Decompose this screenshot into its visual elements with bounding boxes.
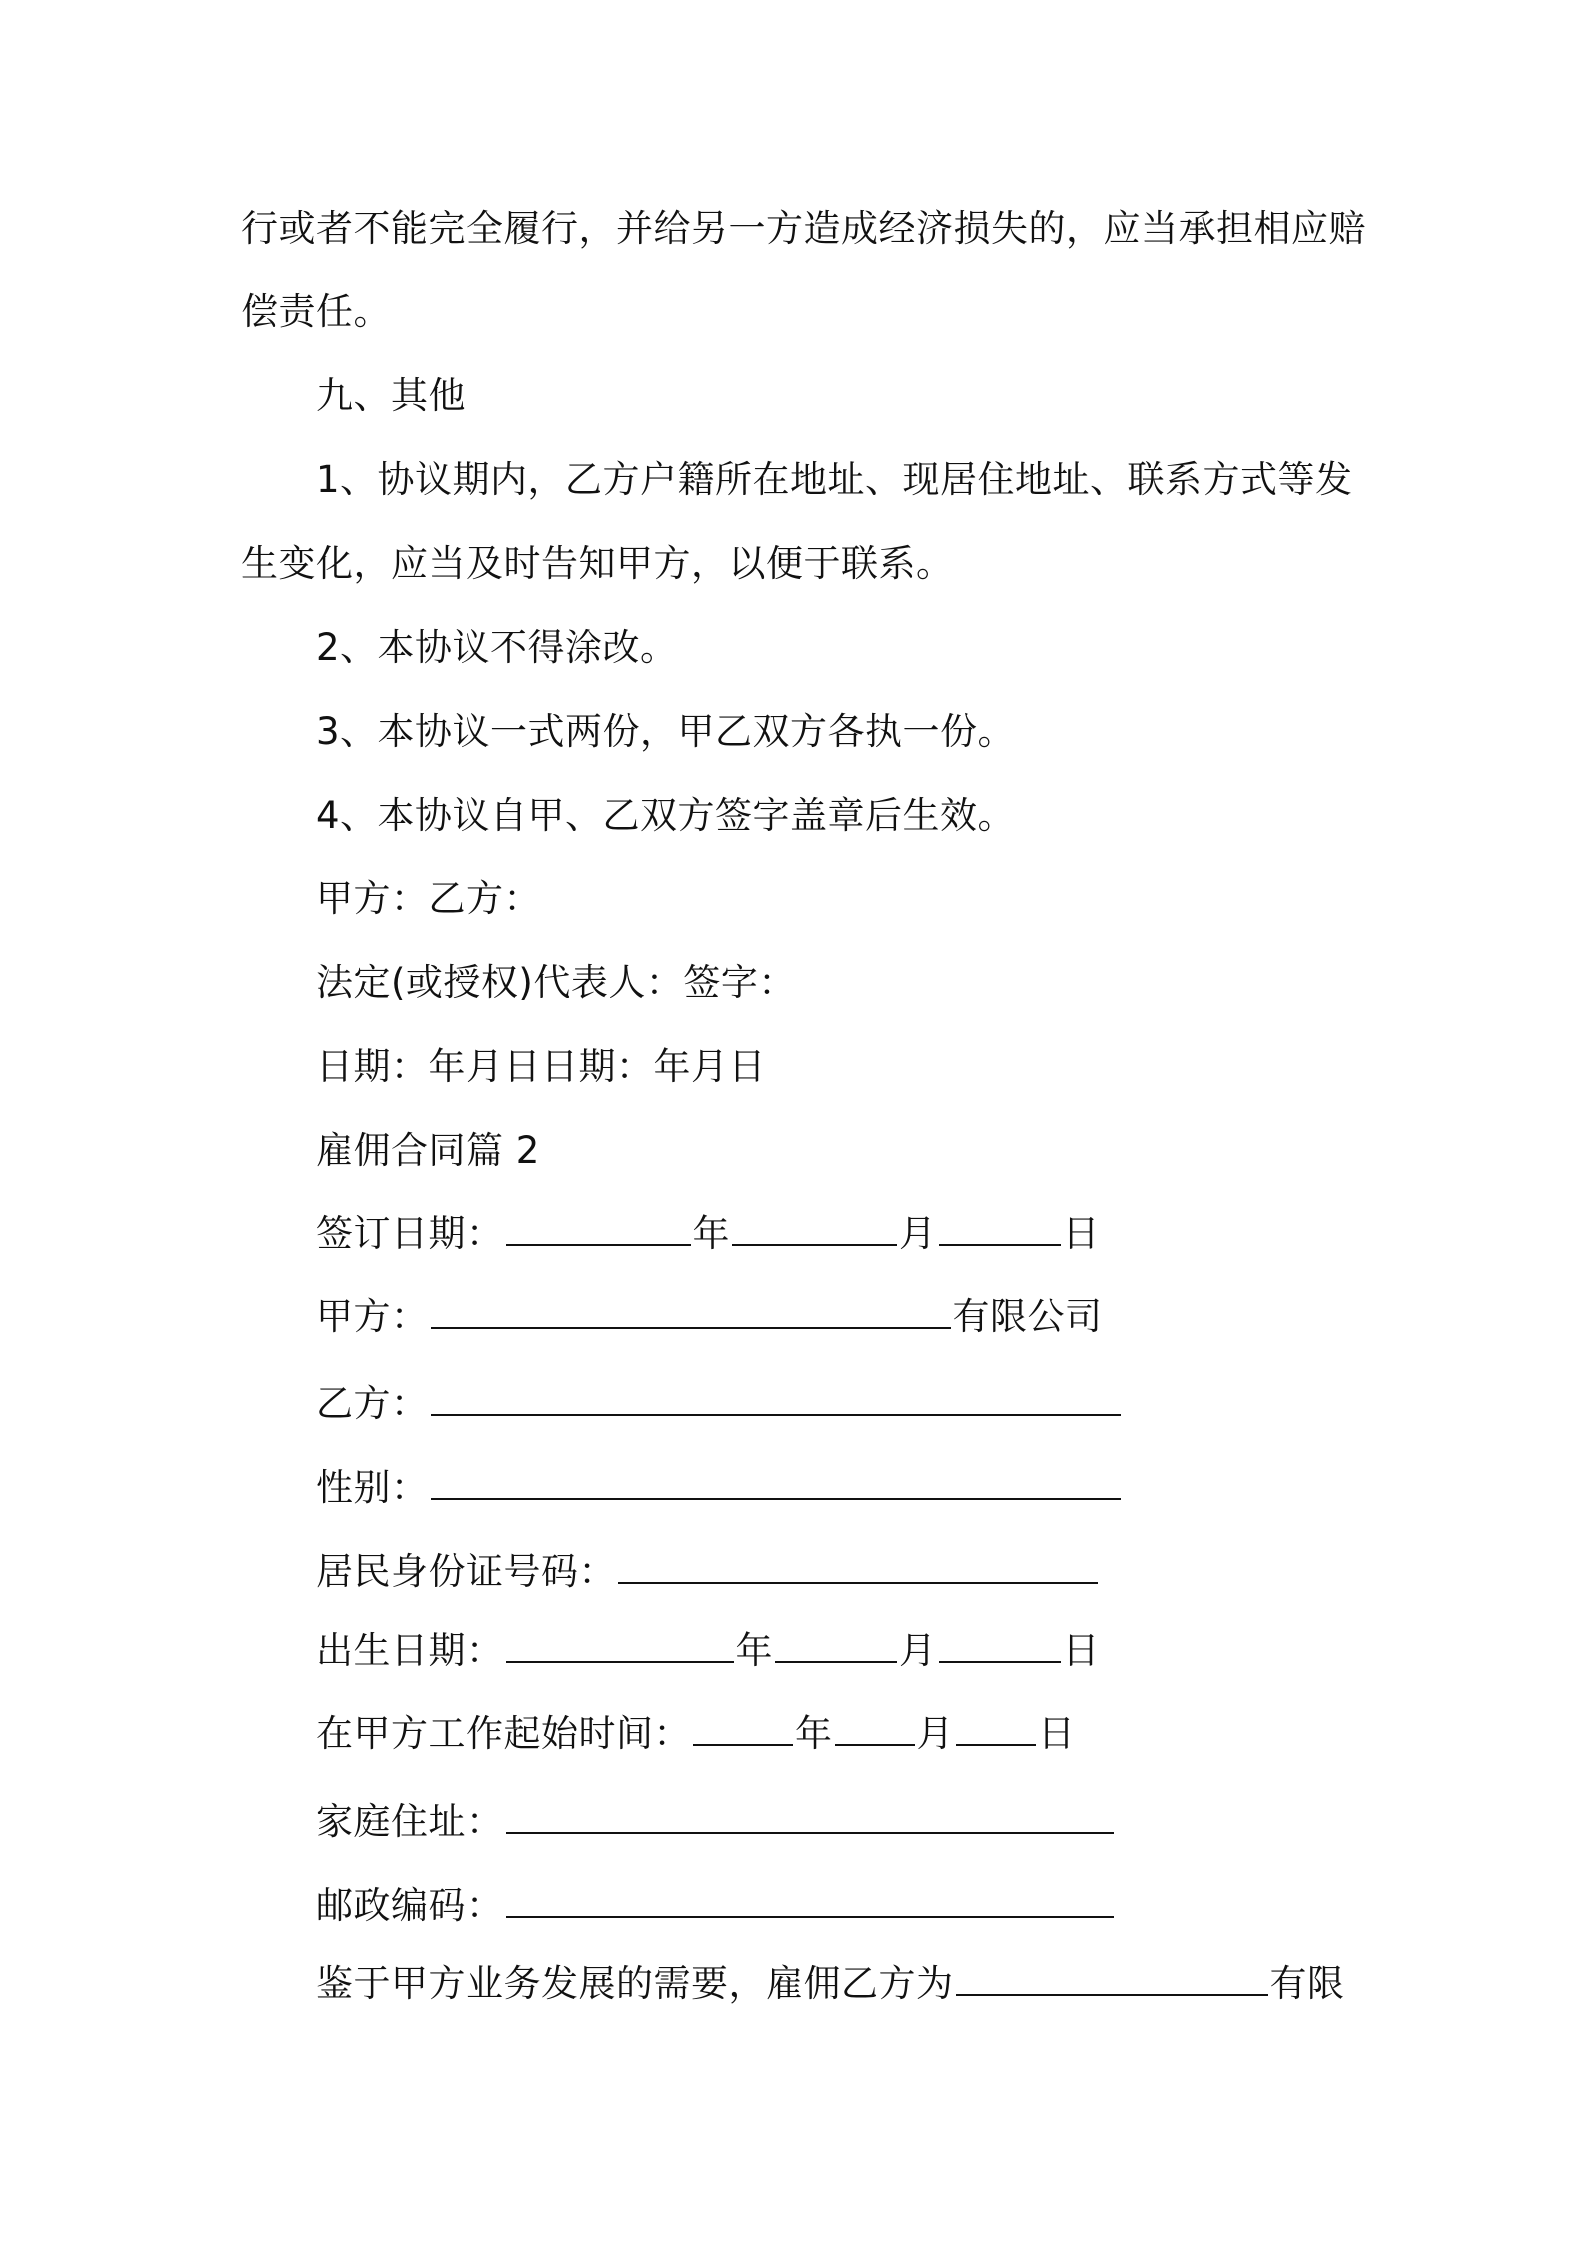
postal-blank [506,1886,1114,1918]
gender-label: 性别： [316,1466,429,1509]
month-label: 月 [916,1712,954,1755]
birth-month-blank [775,1631,897,1663]
sign-month-blank [732,1214,897,1246]
signature-parties: 甲方：乙方： [316,877,541,920]
birth-day-blank [939,1631,1061,1663]
year-label: 年 [735,1629,773,1672]
party-a-blank [431,1297,951,1329]
year-label: 年 [692,1212,730,1255]
paragraph-line: 行或者不能完全履行，并给另一方造成经济损失的，应当承担相应赔 [241,207,1366,250]
postal-row [316,1882,1116,1930]
closing-prefix: 鉴于甲方业务发展的需要，雇佣乙方为 [316,1962,954,2005]
signature-representative: 法定(或授权)代表人：签字： [316,961,796,1004]
sign-date-row [316,1210,1100,1258]
start-year-blank [693,1714,793,1746]
list-item: 3、本协议一式两份，甲乙双方各执一份。 [316,710,1016,753]
closing-suffix: 有限 [1269,1962,1345,2005]
party-b-row [316,1380,1123,1428]
party-b-label: 乙方： [316,1382,429,1425]
start-day-blank [956,1714,1036,1746]
list-item: 1、协议期内，乙方户籍所在地址、现居住地址、联系方式等发 [316,458,1353,501]
party-a-suffix: 有限公司 [952,1295,1103,1338]
party-a-row [316,1293,1103,1341]
address-label: 家庭住址： [316,1800,504,1843]
sign-year-blank [506,1214,691,1246]
birth-label: 出生日期： [316,1629,504,1672]
day-label: 日 [1038,1712,1076,1755]
party-b-blank [431,1384,1121,1416]
month-label: 月 [899,1629,937,1672]
start-month-blank [835,1714,915,1746]
address-blank [506,1802,1114,1834]
day-label: 日 [1062,1212,1100,1255]
signature-date: 日期：年月日日期：年月日 [316,1045,766,1088]
list-item: 4、本协议自甲、乙双方签字盖章后生效。 [316,794,1016,837]
birth-year-blank [506,1631,734,1663]
id-blank [618,1552,1098,1584]
closing-paragraph [316,1960,1345,2008]
birth-row [316,1627,1100,1675]
position-blank [956,1964,1268,1996]
start-label: 在甲方工作起始时间： [316,1712,691,1755]
month-label: 月 [899,1212,937,1255]
list-item-continuation: 生变化，应当及时告知甲方，以便于联系。 [241,542,954,585]
id-row [316,1548,1100,1596]
start-date-row [316,1710,1076,1758]
id-label: 居民身份证号码： [316,1550,616,1593]
list-item: 2、本协议不得涂改。 [316,626,678,669]
sign-date-label: 签订日期： [316,1212,504,1255]
section-heading: 九、其他 [316,374,466,417]
day-label: 日 [1062,1629,1100,1672]
gender-row [316,1464,1123,1512]
sign-day-blank [939,1214,1061,1246]
postal-label: 邮政编码： [316,1884,504,1927]
contract-title: 雇佣合同篇 2 [316,1129,540,1172]
party-a-label: 甲方： [316,1295,429,1338]
gender-blank [431,1468,1121,1500]
paragraph-line: 偿责任。 [241,290,391,333]
year-label: 年 [795,1712,833,1755]
address-row [316,1798,1116,1846]
